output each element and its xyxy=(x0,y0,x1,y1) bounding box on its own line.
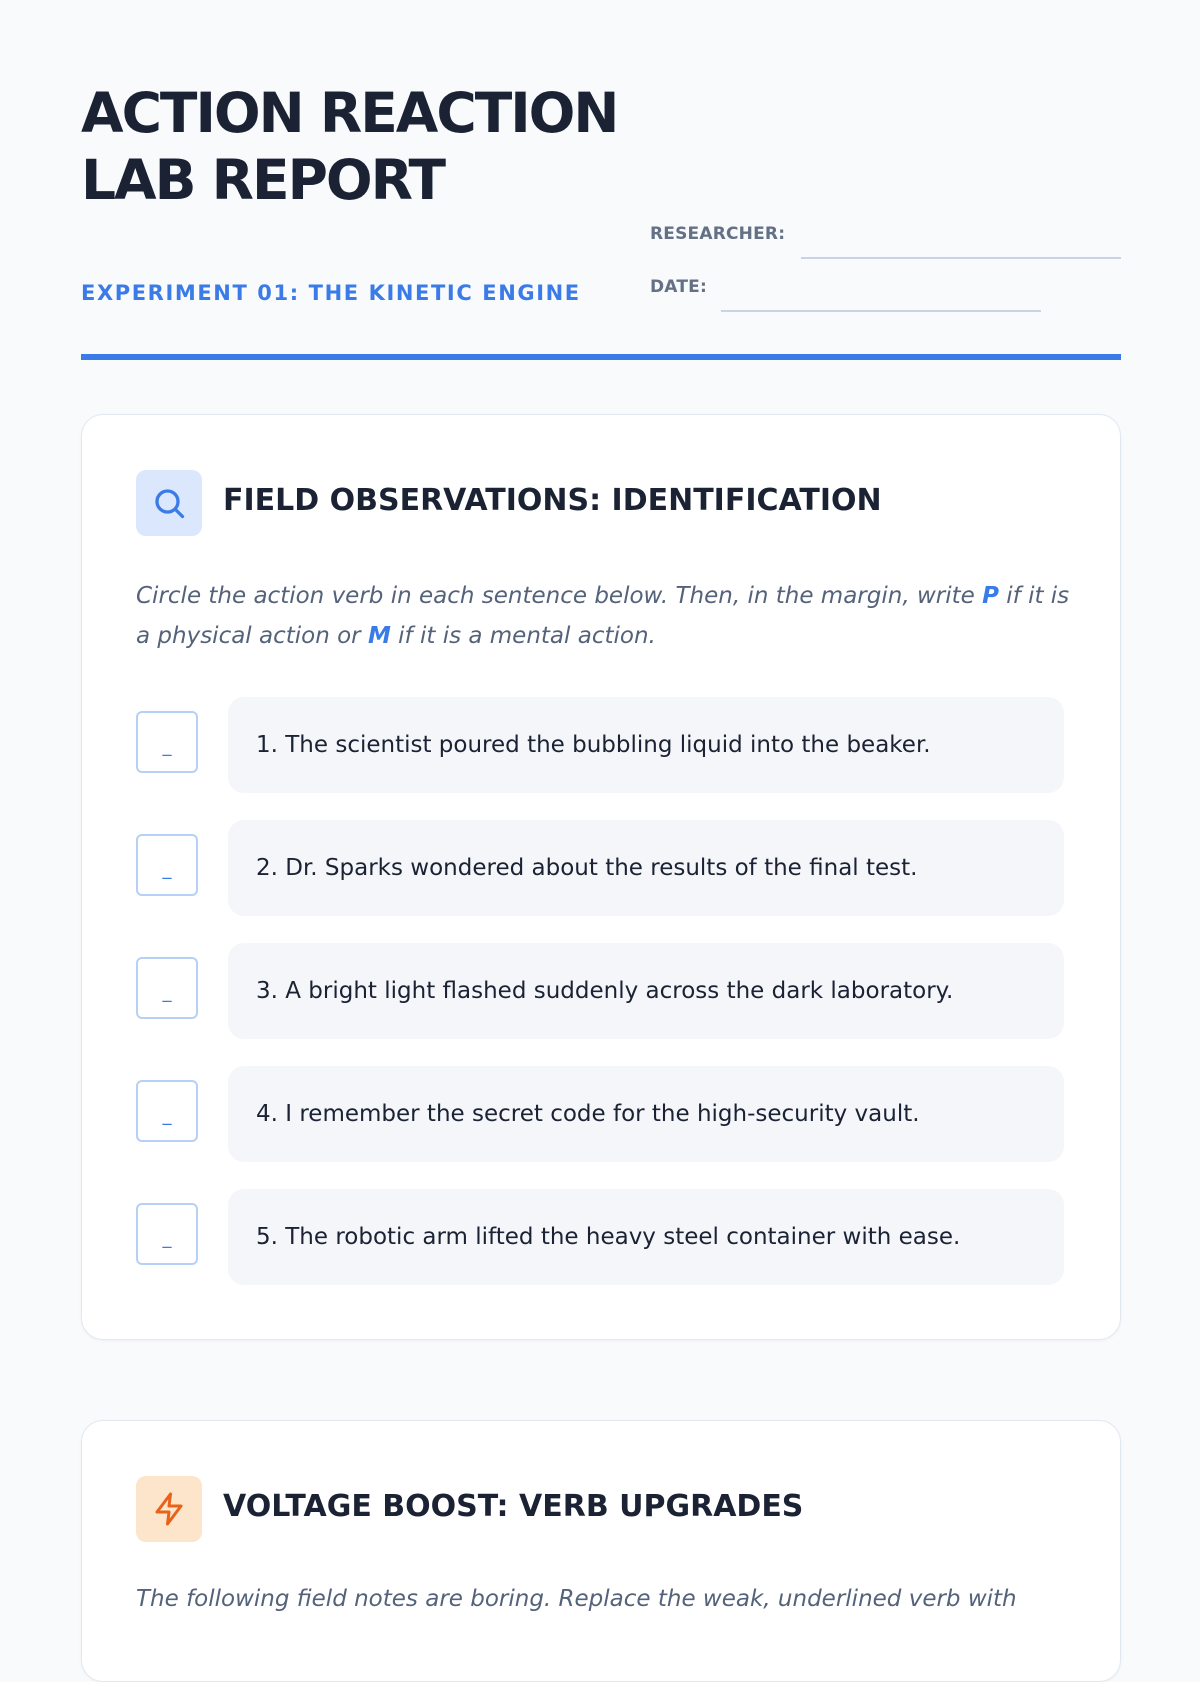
lightning-bolt-icon xyxy=(136,1476,202,1542)
answer-box[interactable]: _ xyxy=(136,834,198,896)
answer-box[interactable]: _ xyxy=(136,1203,198,1265)
field-observations-card xyxy=(81,414,1121,1340)
voltage-boost-title: VOLTAGE BOOST: VERB UPGRADES xyxy=(223,1489,804,1524)
list-item xyxy=(136,1066,1066,1162)
list-item xyxy=(136,943,1066,1039)
answer-box[interactable]: _ xyxy=(136,957,198,1019)
identification-instructions: Circle the action verb in each sentence below. Then, in the margin, write P if it is a physical action or M if it is a mental action. xyxy=(136,583,1070,649)
physical-key: P xyxy=(982,583,999,609)
date-label: DATE: xyxy=(650,277,707,297)
researcher-label: RESEARCHER: xyxy=(650,224,786,244)
page-title: ACTION REACTION LAB REPORT xyxy=(81,81,618,212)
sentence[interactable]: 2. Dr. Sparks wondered about the results of the final test. xyxy=(228,820,1064,916)
researcher-input-line[interactable] xyxy=(801,257,1121,259)
mental-key: M xyxy=(367,623,391,649)
sentence[interactable]: 5. The robotic arm lifted the heavy steel container with ease. xyxy=(228,1189,1064,1285)
date-input-line[interactable] xyxy=(721,310,1041,312)
list-item xyxy=(136,1189,1066,1285)
search-icon xyxy=(136,470,202,536)
voltage-boost-card xyxy=(81,1420,1121,1682)
report-header xyxy=(81,80,1121,360)
sentence[interactable]: 4. I remember the secret code for the high-security vault. xyxy=(228,1066,1064,1162)
experiment-subtitle: EXPERIMENT 01: THE KINETIC ENGINE xyxy=(81,281,581,305)
sentence[interactable]: 3. A bright light flashed suddenly across the dark laboratory. xyxy=(228,943,1064,1039)
answer-box[interactable]: _ xyxy=(136,711,198,773)
upgrade-instructions: The following field notes are boring. Replace the weak, underlined verb with xyxy=(136,1586,1017,1612)
sentence[interactable]: 1. The scientist poured the bubbling liquid into the beaker. xyxy=(228,697,1064,793)
list-item xyxy=(136,697,1066,793)
header-divider xyxy=(81,354,1121,360)
field-observations-title: FIELD OBSERVATIONS: IDENTIFICATION xyxy=(223,483,882,518)
answer-box[interactable]: _ xyxy=(136,1080,198,1142)
list-item xyxy=(136,820,1066,916)
